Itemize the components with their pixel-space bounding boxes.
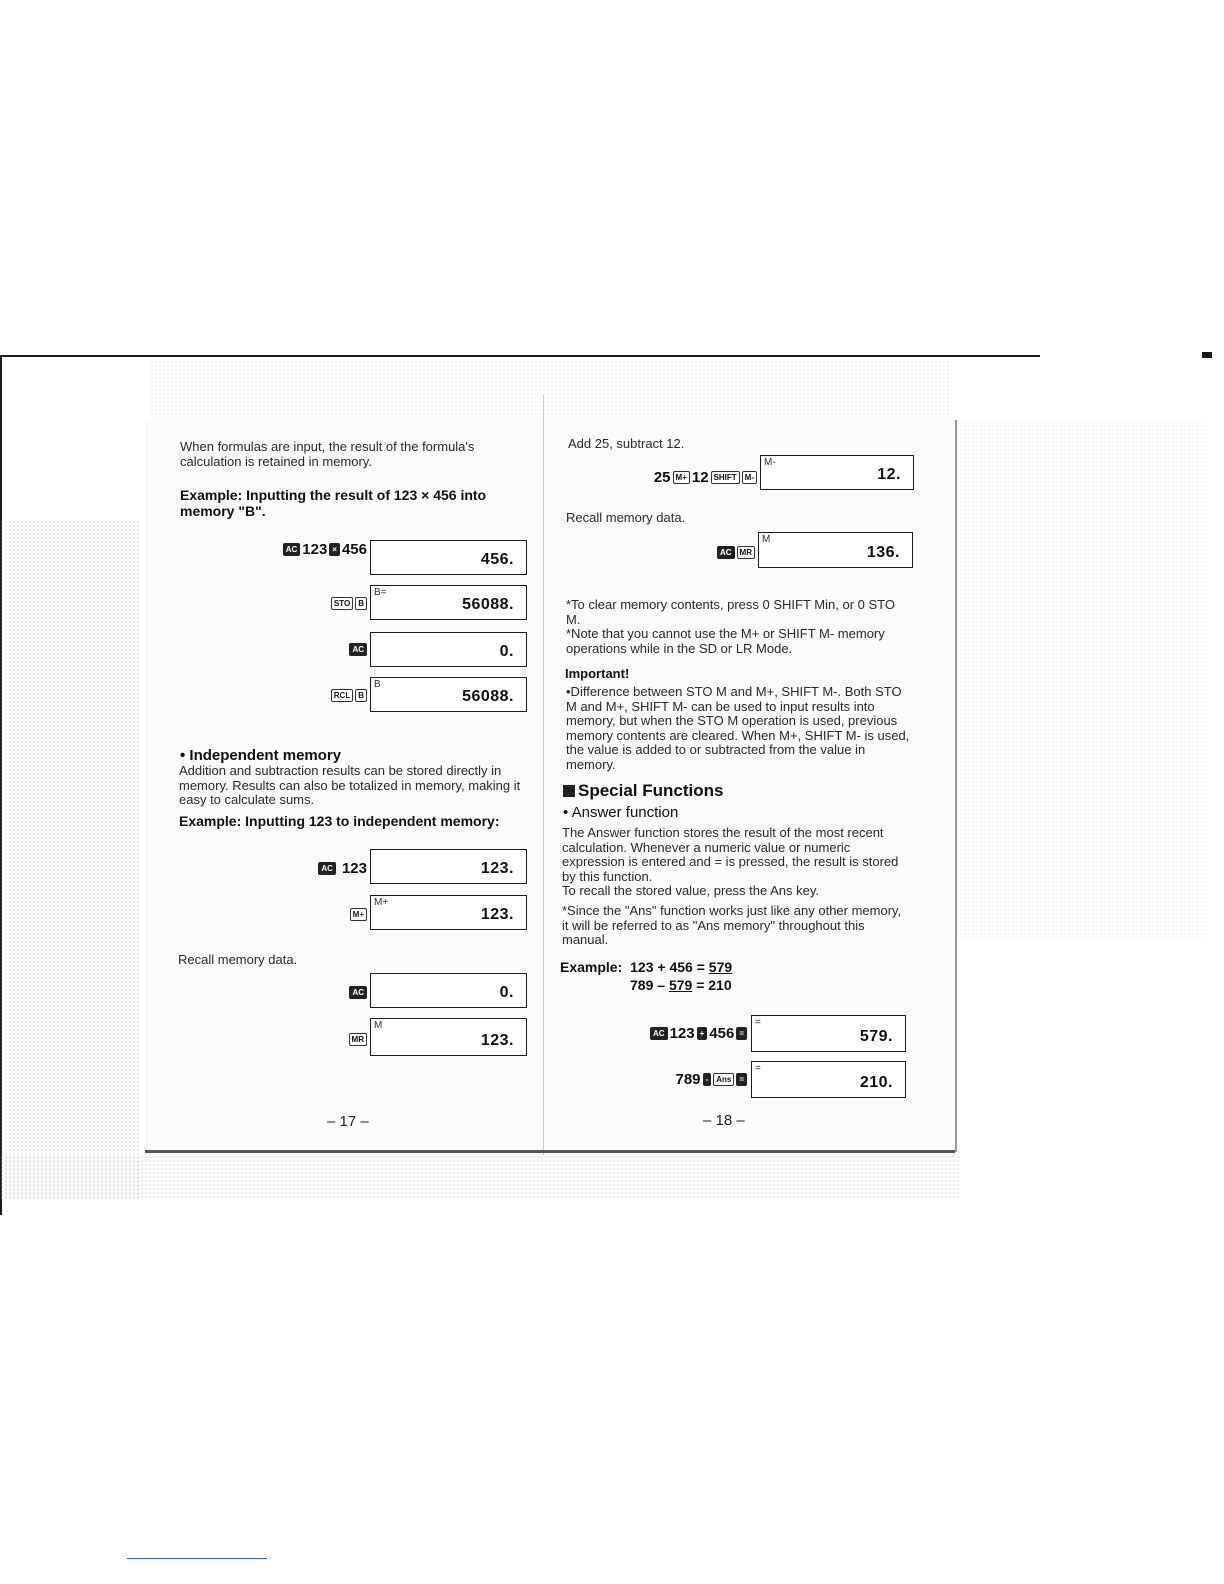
step-keys xyxy=(600,469,757,486)
m-plus-key[interactable]: M+ xyxy=(673,471,690,484)
example2-title: Example: Inputting 123 to independent memory: xyxy=(179,813,500,829)
ac-key[interactable]: AC xyxy=(349,643,367,656)
example-expr-2a: 789 – xyxy=(630,977,666,993)
display-value: 56088. xyxy=(462,596,514,613)
display-indicator: M xyxy=(374,1020,383,1031)
shift-key[interactable]: SHIFT xyxy=(711,471,740,484)
step-keys xyxy=(215,541,367,558)
calc-display xyxy=(370,585,527,620)
m-minus-key[interactable]: M- xyxy=(742,471,757,484)
example-result-1: 579 xyxy=(708,959,733,975)
step-keys xyxy=(600,546,755,559)
add-sub-label: Add 25, subtract 12. xyxy=(568,436,685,451)
equals-key[interactable]: = xyxy=(736,1027,747,1040)
step-keys xyxy=(590,1071,747,1088)
calc-display xyxy=(760,455,914,490)
example-expr-1: 123 + 456 = xyxy=(630,959,705,975)
calc-display xyxy=(751,1015,906,1052)
book-gutter xyxy=(543,395,544,1155)
answer-recall-text: To recall the stored value, press the Ans key. xyxy=(562,883,820,898)
calc-display xyxy=(370,540,527,575)
scan-right-mark xyxy=(1202,352,1212,358)
display-value: 210. xyxy=(859,1074,893,1091)
ac-key[interactable]: AC xyxy=(717,546,735,559)
page-number-right: – 18 – xyxy=(703,1112,745,1129)
digits: 25 xyxy=(653,469,671,486)
display-indicator: = xyxy=(755,1063,761,1074)
step-keys xyxy=(215,643,367,656)
scan-speckle-bottom xyxy=(0,1155,960,1200)
digits: 789 xyxy=(675,1071,701,1088)
calc-display xyxy=(370,632,527,667)
example-prefix: Example: xyxy=(560,959,623,975)
step-keys xyxy=(215,860,367,877)
example-expr-2b: 579 xyxy=(668,977,693,993)
display-indicator: M+ xyxy=(374,897,389,908)
scan-speckle-right xyxy=(955,420,1205,940)
example1-title: Example: Inputting the result of 123 × 456 into memory "B". xyxy=(180,487,487,519)
bottom-link-line xyxy=(127,1558,267,1559)
section-square-icon xyxy=(563,785,575,797)
ac-key[interactable]: AC xyxy=(349,986,367,999)
minus-key[interactable]: - xyxy=(703,1073,712,1086)
digits: 123 xyxy=(341,860,367,877)
calc-display xyxy=(370,849,527,884)
display-value: 136. xyxy=(866,544,900,561)
important-text: •Difference between STO M and M+, SHIFT M-. Both STO M and M+, SHIFT M- can be used to input results into memory, but when the STO M operation is used, previous memory contents are cleared. When M+, SHIFT M- is used, the value is added to or subtracted from the value in memory. xyxy=(566,684,910,772)
display-indicator: B xyxy=(374,679,381,690)
display-value: 123. xyxy=(480,1032,514,1049)
scan-top-rule xyxy=(0,355,1040,357)
display-indicator: B= xyxy=(374,587,387,598)
display-value: 12. xyxy=(877,466,901,483)
calc-display xyxy=(751,1061,906,1098)
left-intro: When formulas are input, the result of the formula's calculation is retained in memory. xyxy=(180,439,475,469)
equals-key[interactable]: = xyxy=(736,1073,747,1086)
b-key[interactable]: B xyxy=(355,689,367,702)
display-value: 0. xyxy=(499,643,514,660)
digits: 456 xyxy=(709,1025,735,1042)
important-title: Important! xyxy=(565,666,630,681)
note-clear-memory: *To clear memory contents, press 0 SHIFT Min, or 0 STO M. xyxy=(566,597,895,627)
special-functions-heading xyxy=(563,781,723,801)
note-sd-lr-mode: *Note that you cannot use the M+ or SHIFT M- memory operations while in the SD or LR Mode. xyxy=(566,626,885,656)
ans-key[interactable]: Ans xyxy=(713,1073,734,1086)
digits: 123 xyxy=(669,1025,695,1042)
display-value: 123. xyxy=(480,906,514,923)
calc-display xyxy=(370,895,527,930)
digits: 456 xyxy=(341,541,367,558)
recall-label: Recall memory data. xyxy=(178,952,298,967)
sto-key[interactable]: STO xyxy=(331,597,353,610)
display-value: 579. xyxy=(859,1028,893,1045)
display-value: 56088. xyxy=(462,688,514,705)
page-number-left: – 17 – xyxy=(327,1113,369,1130)
display-value: 123. xyxy=(480,860,514,877)
display-indicator: = xyxy=(755,1017,761,1028)
step-keys xyxy=(590,1025,747,1042)
ac-key[interactable]: AC xyxy=(650,1027,668,1040)
example-ans-title xyxy=(560,958,732,976)
digits: 12 xyxy=(691,469,709,486)
special-functions-text: Special Functions xyxy=(578,781,724,800)
page-right-edge xyxy=(955,420,957,1152)
example-expr-2c: = 210 xyxy=(696,977,732,993)
display-value: 0. xyxy=(499,984,514,1001)
mr-key[interactable]: MR xyxy=(349,1033,367,1046)
mr-key[interactable]: MR xyxy=(737,546,755,559)
ac-key[interactable]: AC xyxy=(318,862,336,875)
independent-memory-text: Addition and subtraction results can be stored directly in memory. Results can also be totalized in memory, making it easy to calculate sums. xyxy=(179,763,521,807)
answer-function-heading: • Answer function xyxy=(563,804,679,821)
page-bottom-edge xyxy=(145,1150,955,1153)
plus-key[interactable]: + xyxy=(697,1027,708,1040)
scan-speckle-left xyxy=(0,520,140,1200)
answer-text: The Answer function stores the result of the most recent calculation. Whenever a numeric value or numeric expression is entered and = is pressed, the result is stored by this function. xyxy=(562,825,899,884)
m-plus-key[interactable]: M+ xyxy=(350,908,367,921)
example-ans-line2 xyxy=(630,976,732,994)
display-indicator: M xyxy=(762,534,771,545)
step-keys xyxy=(215,908,367,921)
independent-memory-heading: • Independent memory xyxy=(180,747,342,764)
digits: 123 xyxy=(302,541,328,558)
rcl-key[interactable]: RCL xyxy=(331,689,353,702)
calc-display xyxy=(758,532,913,568)
b-key[interactable]: B xyxy=(355,597,367,610)
step-keys xyxy=(215,986,367,999)
calc-display xyxy=(370,973,527,1008)
display-indicator: M- xyxy=(764,457,776,468)
recall-label-right: Recall memory data. xyxy=(566,510,686,525)
ac-key[interactable]: AC xyxy=(283,543,301,556)
calc-display xyxy=(370,677,527,712)
step-keys xyxy=(215,1033,367,1046)
answer-note: *Since the "Ans" function works just like any other memory, it will be referred to as "Ans memory" throughout this manual. xyxy=(562,903,902,947)
step-keys xyxy=(215,597,367,610)
display-value: 456. xyxy=(480,551,514,568)
multiply-key[interactable]: × xyxy=(329,543,340,556)
calc-display xyxy=(370,1018,527,1056)
step-keys xyxy=(215,689,367,702)
